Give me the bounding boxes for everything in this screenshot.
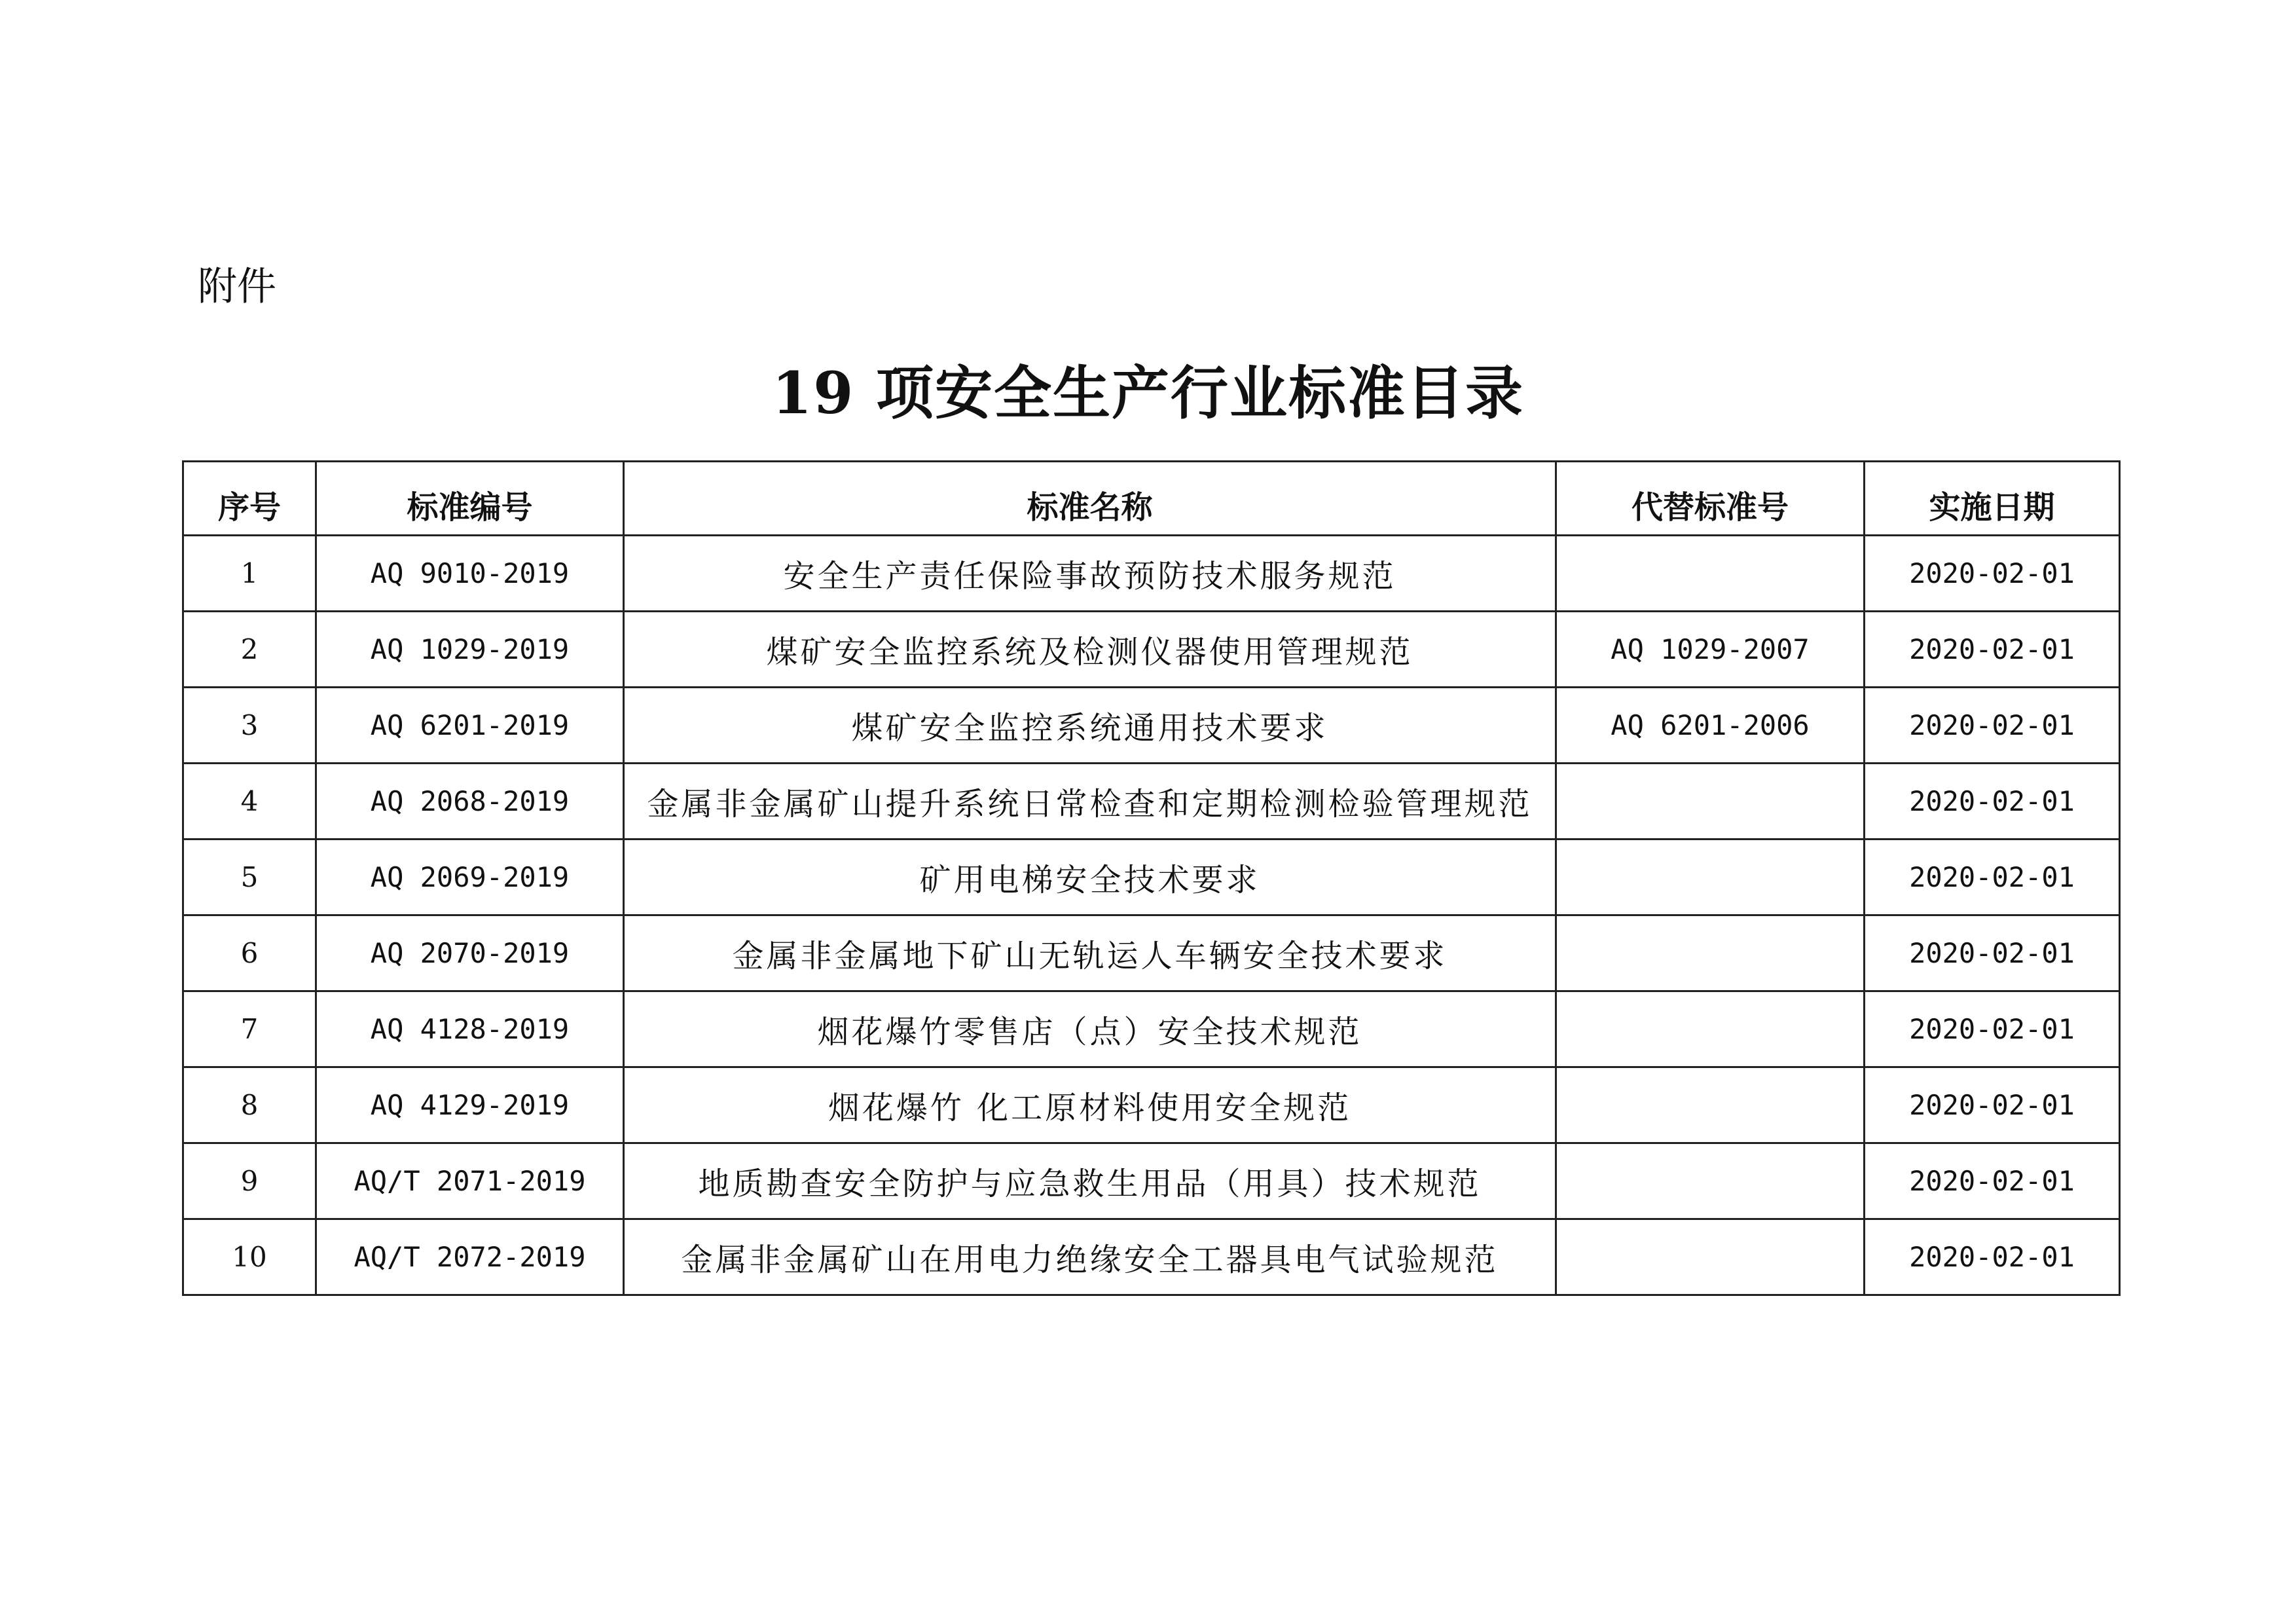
header-index: 序号 bbox=[183, 462, 316, 536]
implementation-date: 2020-02-01 bbox=[1865, 840, 2120, 915]
table-row bbox=[183, 1219, 2120, 1295]
standard-name: 煤矿安全监控系统通用技术要求 bbox=[624, 688, 1556, 764]
table-row bbox=[183, 1143, 2120, 1219]
standard-name: 烟花爆竹零售店（点）安全技术规范 bbox=[624, 991, 1556, 1067]
header-standard-code: 标准编号 bbox=[316, 462, 624, 536]
implementation-date: 2020-02-01 bbox=[1865, 991, 2120, 1067]
table-row bbox=[183, 991, 2120, 1067]
row-index: 7 bbox=[183, 991, 316, 1067]
replaced-standard bbox=[1556, 1219, 1865, 1295]
standard-code: AQ 2069-2019 bbox=[316, 840, 624, 915]
standard-name: 煤矿安全监控系统及检测仪器使用管理规范 bbox=[624, 612, 1556, 688]
header-implementation-date: 实施日期 bbox=[1865, 462, 2120, 536]
header-replaced-standard: 代替标准号 bbox=[1556, 462, 1865, 536]
standards-table bbox=[182, 460, 2121, 1296]
standard-code: AQ 1029-2019 bbox=[316, 612, 624, 688]
table-row bbox=[183, 536, 2120, 612]
implementation-date: 2020-02-01 bbox=[1865, 915, 2120, 991]
replaced-standard bbox=[1556, 991, 1865, 1067]
row-index: 1 bbox=[183, 536, 316, 612]
header-standard-name: 标准名称 bbox=[624, 462, 1556, 536]
standard-name: 金属非金属矿山提升系统日常检查和定期检测检验管理规范 bbox=[624, 764, 1556, 840]
standard-code: AQ 2068-2019 bbox=[316, 764, 624, 840]
implementation-date: 2020-02-01 bbox=[1865, 536, 2120, 612]
row-index: 10 bbox=[183, 1219, 316, 1295]
row-index: 4 bbox=[183, 764, 316, 840]
standard-name: 烟花爆竹 化工原材料使用安全规范 bbox=[624, 1067, 1556, 1143]
row-index: 9 bbox=[183, 1143, 316, 1219]
implementation-date: 2020-02-01 bbox=[1865, 688, 2120, 764]
standard-name: 金属非金属地下矿山无轨运人车辆安全技术要求 bbox=[624, 915, 1556, 991]
row-index: 8 bbox=[183, 1067, 316, 1143]
table-row bbox=[183, 612, 2120, 688]
document-title: 19 项安全生产行业标准目录 bbox=[771, 359, 1525, 427]
replaced-standard bbox=[1556, 536, 1865, 612]
standard-code: AQ 4128-2019 bbox=[316, 991, 624, 1067]
table-row bbox=[183, 688, 2120, 764]
table-row bbox=[183, 1067, 2120, 1143]
row-index: 3 bbox=[183, 688, 316, 764]
replaced-standard bbox=[1556, 764, 1865, 840]
standard-code: AQ/T 2071-2019 bbox=[316, 1143, 624, 1219]
standard-code: AQ 2070-2019 bbox=[316, 915, 624, 991]
standard-name: 地质勘查安全防护与应急救生用品（用具）技术规范 bbox=[624, 1143, 1556, 1219]
row-index: 6 bbox=[183, 915, 316, 991]
replaced-standard bbox=[1556, 915, 1865, 991]
replaced-standard bbox=[1556, 1067, 1865, 1143]
replaced-standard bbox=[1556, 1143, 1865, 1219]
row-index: 2 bbox=[183, 612, 316, 688]
replaced-standard: AQ 6201-2006 bbox=[1556, 688, 1865, 764]
table-row bbox=[183, 764, 2120, 840]
implementation-date: 2020-02-01 bbox=[1865, 612, 2120, 688]
standard-name: 金属非金属矿山在用电力绝缘安全工器具电气试验规范 bbox=[624, 1219, 1556, 1295]
standard-name: 矿用电梯安全技术要求 bbox=[624, 840, 1556, 915]
attachment-label: 附件 bbox=[198, 264, 276, 310]
replaced-standard: AQ 1029-2007 bbox=[1556, 612, 1865, 688]
implementation-date: 2020-02-01 bbox=[1865, 1143, 2120, 1219]
implementation-date: 2020-02-01 bbox=[1865, 1219, 2120, 1295]
table-header-row bbox=[183, 462, 2120, 536]
replaced-standard bbox=[1556, 840, 1865, 915]
table-row bbox=[183, 840, 2120, 915]
standard-name: 安全生产责任保险事故预防技术服务规范 bbox=[624, 536, 1556, 612]
row-index: 5 bbox=[183, 840, 316, 915]
implementation-date: 2020-02-01 bbox=[1865, 1067, 2120, 1143]
standard-code: AQ 9010-2019 bbox=[316, 536, 624, 612]
standard-code: AQ 6201-2019 bbox=[316, 688, 624, 764]
implementation-date: 2020-02-01 bbox=[1865, 764, 2120, 840]
table-row bbox=[183, 915, 2120, 991]
standard-code: AQ 4129-2019 bbox=[316, 1067, 624, 1143]
standard-code: AQ/T 2072-2019 bbox=[316, 1219, 624, 1295]
